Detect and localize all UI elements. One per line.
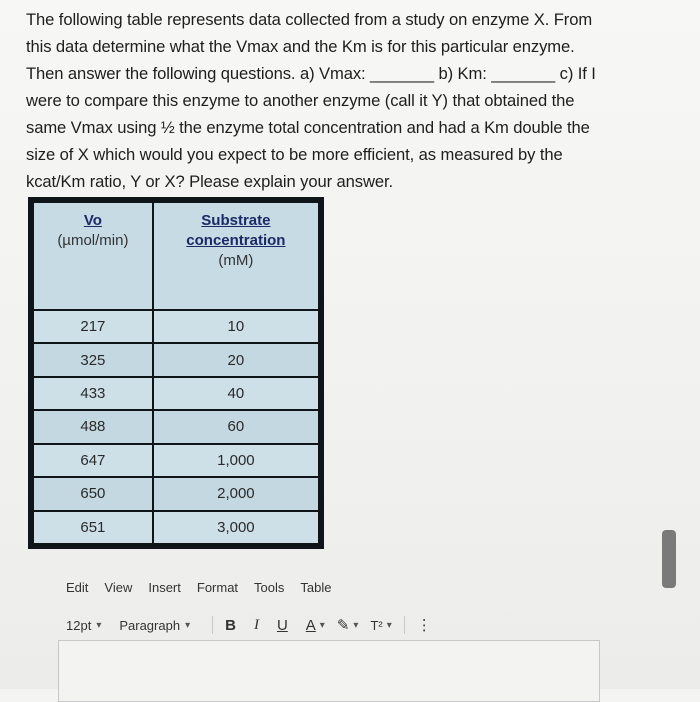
cell-vo: 488: [34, 411, 152, 442]
cell-vo: 647: [34, 445, 152, 476]
question-line-3: Then answer the following questions. a) Vmax: _______ b) Km: _______ c) If I: [26, 64, 596, 83]
table-row: [34, 445, 318, 476]
menu-insert[interactable]: Insert: [148, 580, 181, 595]
header-vo: [34, 203, 152, 309]
header-vo-title: Vo: [83, 212, 102, 229]
font-size-select[interactable]: [66, 618, 101, 633]
cell-vo: 651: [34, 512, 152, 543]
question-line-6: size of X which would you expect to be more efficient, as measured by the: [26, 145, 563, 164]
answer-editor[interactable]: [58, 640, 600, 702]
question-line-5: same Vmax using ½ the enzyme total concentration and had a Km double the: [26, 118, 590, 137]
chevron-down-icon[interactable]: ▾: [319, 619, 325, 631]
superscript-button[interactable]: T²: [370, 617, 383, 633]
cell-substrate: 1,000: [154, 445, 318, 476]
text-color-button[interactable]: A: [305, 616, 316, 634]
cell-vo: 217: [34, 311, 152, 342]
toolbar-divider: [404, 616, 405, 634]
menu-tools[interactable]: Tools: [254, 580, 285, 595]
question-line-4: were to compare this enzyme to another enzyme (call it Y) that obtained the: [26, 91, 575, 110]
editor-menubar: [66, 580, 347, 595]
toolbar-divider: [212, 616, 213, 634]
cell-substrate: 2,000: [154, 478, 318, 509]
header-vo-unit: (µmol/min): [57, 232, 129, 249]
chevron-down-icon: ▾: [185, 619, 191, 631]
header-substrate: [154, 203, 318, 309]
italic-button[interactable]: I: [253, 616, 259, 633]
chevron-down-icon[interactable]: ▾: [353, 619, 359, 631]
question-text: [26, 6, 656, 195]
header-substrate-title-1: Substrate: [201, 212, 271, 229]
question-line-7: kcat/Km ratio, Y or X? Please explain your answer.: [26, 172, 394, 191]
bold-button[interactable]: B: [225, 616, 236, 634]
question-line-1: The following table represents data collected from a study on enzyme X. From: [26, 10, 593, 29]
question-line-2: this data determine what the Vmax and the Km is for this particular enzyme.: [26, 37, 575, 56]
table-row: [34, 512, 318, 543]
cell-substrate: 3,000: [154, 512, 318, 543]
more-options-icon[interactable]: ⋮: [416, 617, 432, 634]
cell-vo: 325: [34, 344, 152, 375]
cell-vo: 650: [34, 478, 152, 509]
chevron-down-icon[interactable]: ▾: [386, 619, 392, 631]
block-format-select[interactable]: [119, 618, 190, 633]
cell-substrate: 10: [154, 311, 318, 342]
chevron-down-icon: ▾: [96, 619, 102, 631]
header-substrate-unit: (mM): [218, 252, 254, 269]
table-row: [34, 411, 318, 442]
cell-substrate: 20: [154, 344, 318, 375]
cell-substrate: 40: [154, 378, 318, 409]
menu-table[interactable]: Table: [300, 580, 332, 595]
data-table-container: [28, 197, 324, 549]
table-row: [34, 344, 318, 375]
table-row: [34, 478, 318, 509]
editor-toolbar: [66, 614, 450, 636]
cell-vo: 433: [34, 378, 152, 409]
menu-edit[interactable]: Edit: [66, 580, 89, 595]
cell-substrate: 60: [154, 411, 318, 442]
block-format-value: Paragraph: [119, 617, 181, 633]
data-table: [32, 201, 320, 545]
scrollbar-thumb[interactable]: [662, 530, 676, 588]
menu-format[interactable]: Format: [196, 580, 239, 595]
highlight-icon[interactable]: ✎: [336, 617, 350, 634]
header-substrate-title-2: concentration: [186, 232, 286, 249]
table-row: [34, 311, 318, 342]
font-size-value: 12pt: [66, 617, 92, 633]
table-row: [34, 378, 318, 409]
menu-view[interactable]: View: [104, 580, 133, 595]
underline-button[interactable]: U: [276, 616, 288, 634]
